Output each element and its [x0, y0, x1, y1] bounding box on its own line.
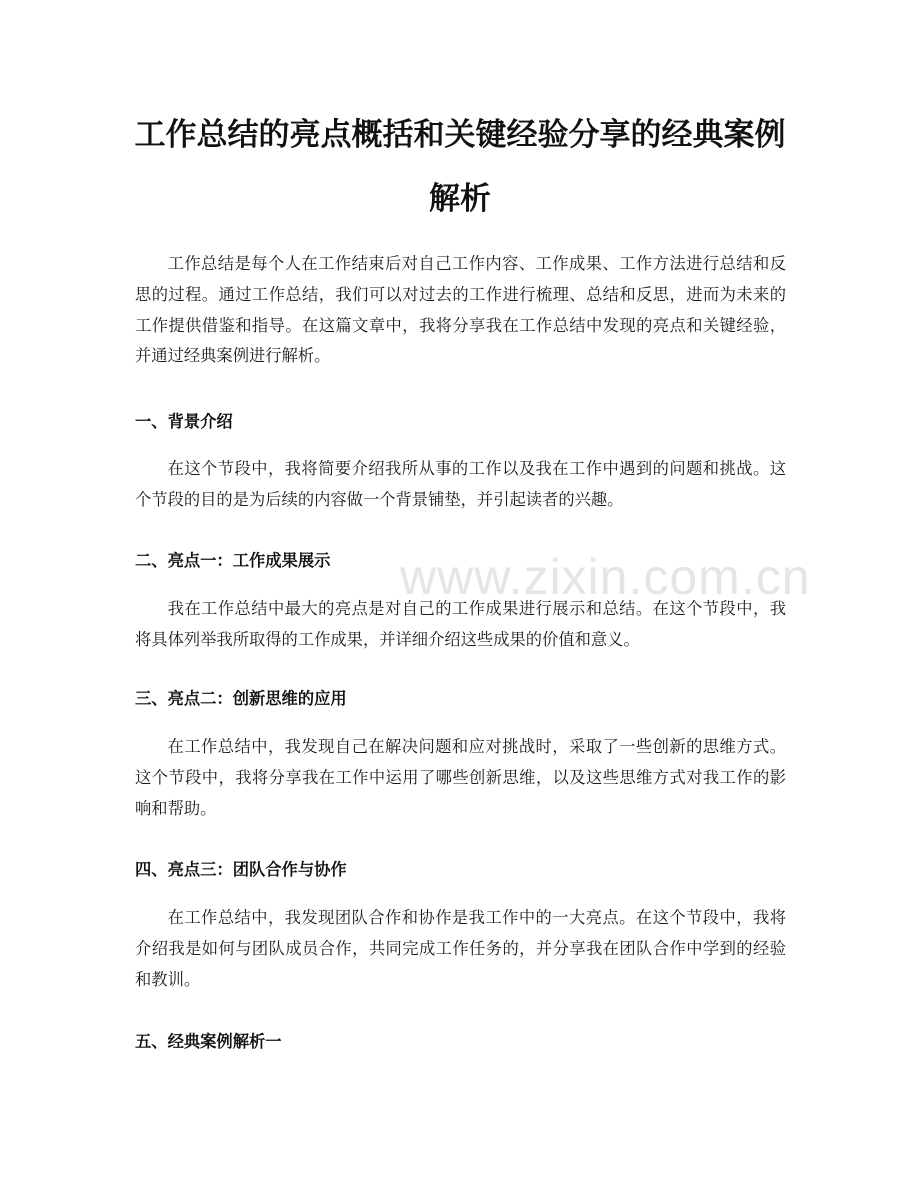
page-title: 工作总结的亮点概括和关键经验分享的经典案例解析 [134, 117, 786, 217]
section-body-background: 在这个节段中，我将简要介绍我所从事的工作以及我在工作中遇到的问题和挑战。这个节段的目的是为后续的内容做一个背景铺垫，并引起读者的兴趣。 [135, 459, 786, 509]
section-heading-background: 一、背景介绍 [135, 412, 233, 431]
section-heading-case-1: 五、经典案例解析一 [135, 1032, 282, 1051]
section-heading-highlight-1: 二、亮点一：工作成果展示 [135, 551, 331, 570]
section-body-highlight-3: 在工作总结中，我发现团队合作和协作是我工作中的一大亮点。在这个节段中，我将介绍我是如何与团队成员合作，共同完成工作任务的，并分享我在团队合作中学到的经验和教训。 [135, 908, 786, 989]
section-body-highlight-1: 我在工作总结中最大的亮点是对自己的工作成果进行展示和总结。在这个节段中，我将具体列举我所取得的工作成果，并详细介绍这些成果的价值和意义。 [135, 599, 786, 649]
intro-paragraph: 工作总结是每个人在工作结束后对自己工作内容、工作成果、工作方法进行总结和反思的过程。通过工作总结，我们可以对过去的工作进行梳理、总结和反思，进而为未来的工作提供借鉴和指导。在这篇文章中，我将分享我在工作总结中发现的亮点和关键经验，并通过经典案例进行解析。 [135, 254, 786, 366]
section-body-highlight-2: 在工作总结中，我发现自己在解决问题和应对挑战时，采取了一些创新的思维方式。这个节段中，我将分享我在工作中运用了哪些创新思维，以及这些思维方式对我工作的影响和帮助。 [135, 737, 786, 818]
section-heading-highlight-2: 三、亮点二：创新思维的应用 [135, 689, 347, 708]
section-heading-highlight-3: 四、亮点三：团队合作与协作 [135, 860, 347, 879]
watermark: www.zixin.com.cn [400, 549, 811, 605]
